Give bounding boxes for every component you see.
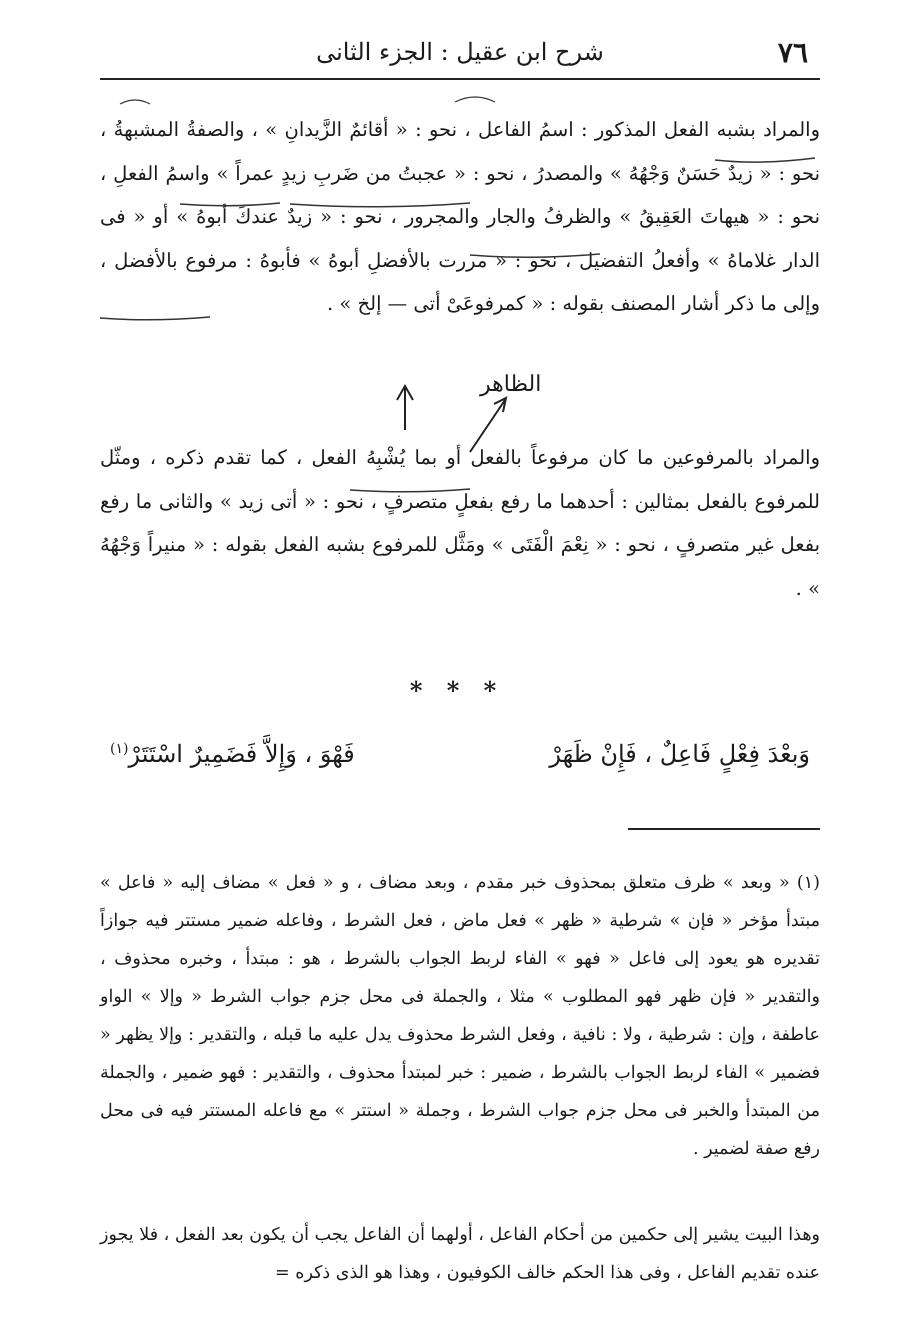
verse-hemistich-2-text: فَهْوَ ، وَإِلاَّ فَضَمِيرٌ اسْتَتَرْ	[128, 740, 355, 768]
page-header	[100, 28, 820, 80]
page-number: ٧٦	[777, 36, 808, 69]
pen-arrow	[397, 386, 413, 430]
section-separator: * * *	[409, 676, 505, 705]
pen-mark	[120, 100, 150, 104]
handwritten-note	[480, 372, 541, 397]
handwritten-note-text: الظاهر	[480, 372, 542, 397]
verse-footnote-ref: (١)	[110, 741, 129, 757]
main-paragraph-2: والمراد بالمرفوعين ما كان مرفوعاً بالفعل أو بما يُشْبِهُ الفعل ، كما تقدم ذكره ، ومثّل للمرفوع بالفعل بمثالين : أحدهما ما رفع بفعلٍ متصرفٍ ، نحو : « أتى زيد » والثانى ما رفع بفعل غير متصرفٍ ، نحو : « نِعْمَ الْفَتَى » ومَثَّل للمرفوع بشبه الفعل بقوله : « منيراً وَجْهُهُ » .	[100, 446, 820, 600]
main-paragraph-1: والمراد بشبه الفعل المذكور : اسمُ الفاعل ، نحو : « أقائمٌ الزَّيدانِ » ، والصفةُ المشبهةُ ، نحو : « زيدٌ حَسَنٌ وَجْهُهُ » والمصدرُ ، نحو : « عجبتُ من ضَربِ زيدٍ عمراً » واسمُ الفعلِ ، نحو : « هيهاتَ العَقِيقُ » والظرفُ والجار والمجرور ، نحو : « زيدٌ عندكَ أبوهُ » أو « فى الدار غلاماهُ » وأفعلُ التفضيل ، نحو : « مررت بالأفضلِ أبوهُ » فأبوهُ : مرفوع بالأفضل ، وإلى ما ذكر أشار المصنف بقوله : « كمرفوعَىْ أتى — إلخ » .	[100, 118, 820, 315]
running-title: شرح ابن عقيل : الجزء الثانى	[316, 38, 604, 66]
footnote-2: وهذا البيت يشير إلى حكمين من أحكام الفاعل ، أولهما أن الفاعل يجب أن يكون بعد الفعل ، فلا يجوز عنده تقديم الفاعل ، وفى هذا الحكم خالف الكوفيون ، وهذا هو الذى ذكره =	[100, 1225, 820, 1283]
footnote-1: (١) « وبعد » ظرف متعلق بمحذوف خبر مقدم ، وبعد مضاف ، و « فعل » مضاف إليه « فاعل » مبتدأ مؤخر « فإن » شرطية « ظهر » فعل ماض ، فعل الشرط ، وفاعله ضمير مستتر فيه جوازاً تقديره هو يعود إلى فاعل « فهو » الفاء لربط الجواب بالشرط ، هو : مبتدأ ، وخبره محذوف ، والتقدير « فإن ظهر فهو المطلوب » مثلا ، والجملة فى محل جزم جواب الشرط « وإلا » الواو عاطفة ، وإن : شرطية ، ولا : نافية ، وفعل الشرط محذوف يدل عليه ما قبله ، والتقدير : وإلا يظهر « فضمير » الفاء لربط الجواب بالشرط ، ضمير : خبر لمبتدأ محذوف ، والتقدير : فهو ضمير ، والجملة من المبتدأ والخبر فى محل جزم جواب الشرط ، وجملة « استتر » مع فاعله المستتر فيه فى محل رفع صفة لضمير .	[100, 873, 820, 1159]
verse-hemistich-2	[110, 740, 355, 768]
pen-mark	[455, 97, 495, 102]
verse-hemistich-1: وَبعْدَ فِعْلٍ فَاعِلٌ ، فَإِنْ ظَهَرْ	[549, 740, 810, 768]
footnote-divider	[628, 828, 820, 830]
